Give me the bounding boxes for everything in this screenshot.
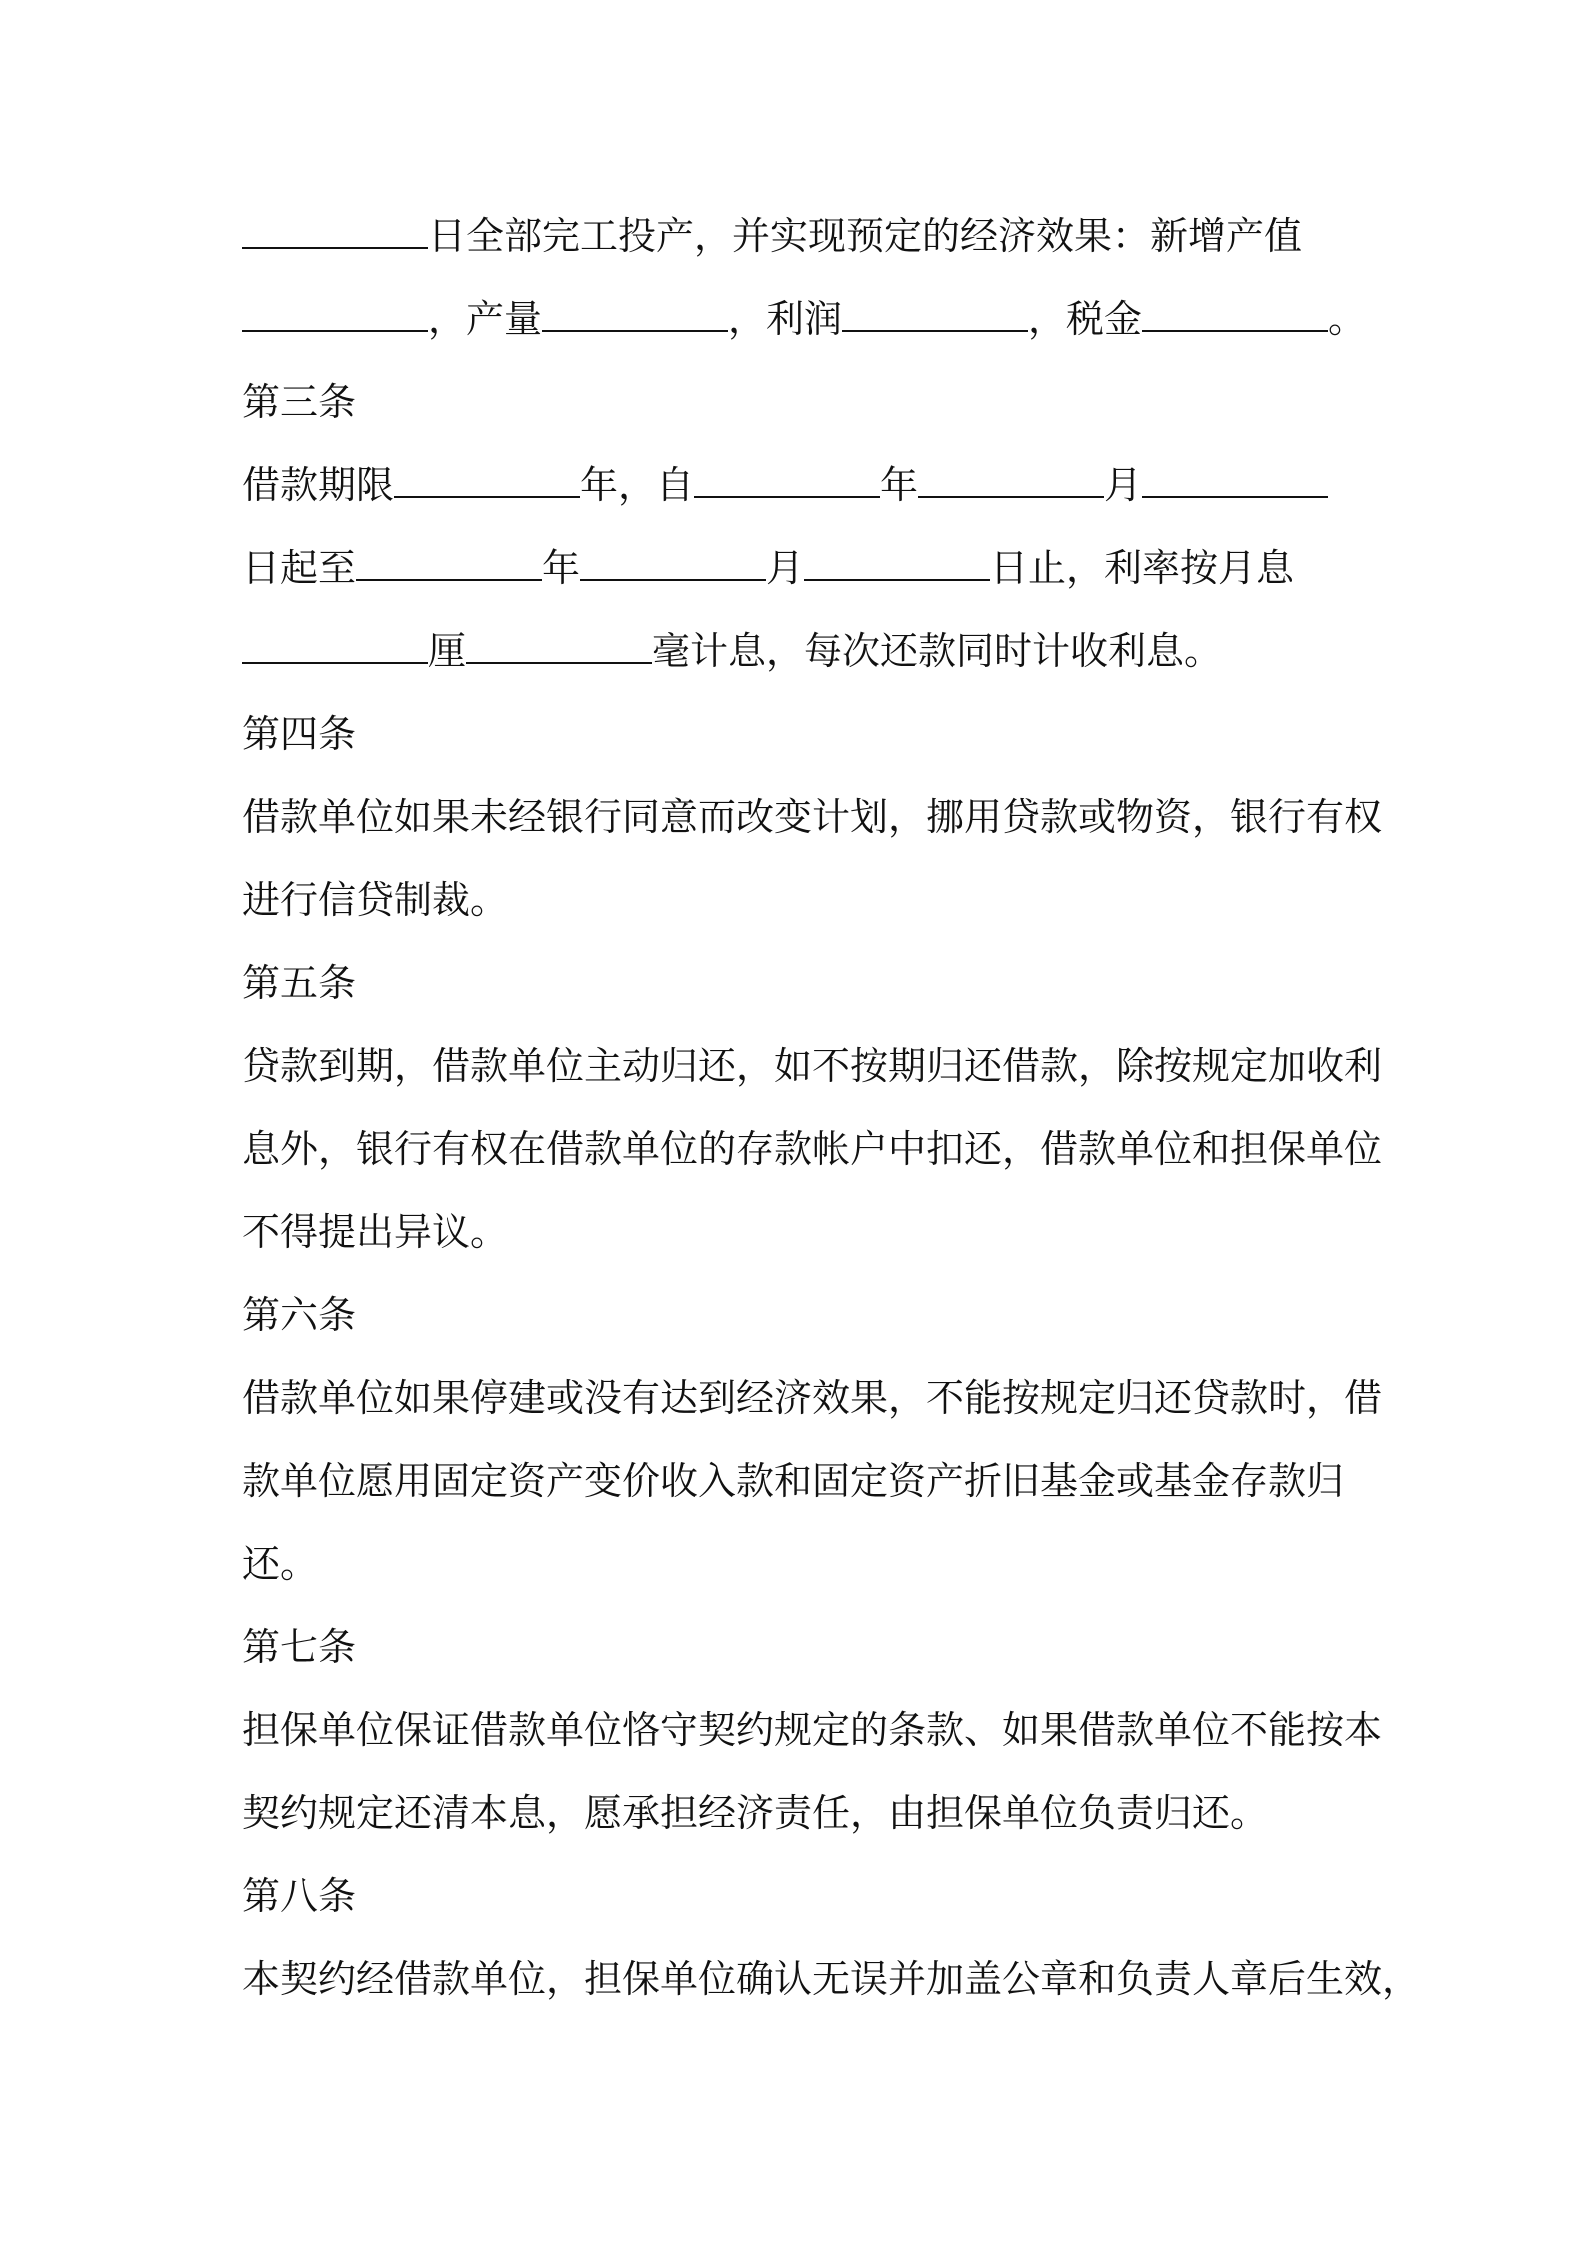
article-heading-text: 第三条	[242, 380, 357, 424]
text-segment: 进行信贷制裁。	[242, 878, 509, 922]
text-segment: 借款单位如果未经银行同意而改变计划，挪用贷款或物资，银行有权	[242, 795, 1383, 839]
text-line	[242, 1689, 1383, 1772]
document-body	[242, 195, 1421, 2021]
fill-in-blank	[804, 549, 990, 581]
text-segment: 借款期限	[242, 463, 395, 507]
text-segment: 。	[1328, 297, 1367, 341]
text-segment: 还。	[242, 1542, 319, 1586]
fill-in-blank	[694, 466, 880, 498]
text-segment: 本契约经借款单位，担保单位确认无误并加盖公章和负责人章后生效，	[242, 1957, 1421, 2001]
text-line	[242, 1108, 1383, 1191]
fill-in-blank	[1142, 300, 1328, 332]
fill-in-blank	[242, 300, 428, 332]
text-segment: 年	[542, 546, 581, 590]
article-heading-text: 第八条	[242, 1874, 357, 1918]
text-line	[242, 1025, 1383, 1108]
fill-in-blank	[580, 549, 766, 581]
text-line	[242, 444, 1362, 527]
article-heading	[242, 942, 1362, 1025]
text-segment: 年，自	[580, 463, 695, 507]
text-line	[242, 195, 1362, 278]
text-segment: ，税金	[1028, 297, 1143, 341]
text-segment: 贷款到期，借款单位主动归还，如不按期归还借款，除按规定加收利	[242, 1044, 1383, 1088]
text-line	[242, 1191, 1362, 1274]
text-segment: 不得提出异议。	[242, 1210, 509, 1254]
article-heading-text: 第五条	[242, 961, 357, 1005]
text-segment: 日止，利率按月息	[990, 546, 1295, 590]
article-heading	[242, 361, 1362, 444]
article-heading-text: 第七条	[242, 1625, 357, 1669]
text-line	[242, 776, 1383, 859]
text-segment: 契约规定还清本息，愿承担经济责任，由担保单位负责归还。	[242, 1791, 1269, 1835]
article-heading-text: 第六条	[242, 1293, 357, 1337]
text-line	[242, 859, 1362, 942]
article-heading	[242, 1606, 1362, 1689]
fill-in-blank	[918, 466, 1104, 498]
article-heading	[242, 1855, 1362, 1938]
fill-in-blank	[542, 300, 728, 332]
text-line	[242, 610, 1362, 693]
article-heading-text: 第四条	[242, 712, 357, 756]
article-heading	[242, 1274, 1362, 1357]
text-line	[242, 1523, 1362, 1606]
text-segment: 款单位愿用固定资产变价收入款和固定资产折旧基金或基金存款归	[242, 1459, 1345, 1503]
text-segment: 厘	[428, 629, 467, 673]
text-segment: ，利润	[728, 297, 843, 341]
text-segment: 息外，银行有权在借款单位的存款帐户中扣还，借款单位和担保单位	[242, 1127, 1383, 1171]
text-segment: 借款单位如果停建或没有达到经济效果，不能按规定归还贷款时，借	[242, 1376, 1383, 1420]
text-segment: 日全部完工投产，并实现预定的经济效果：新增产值	[428, 214, 1303, 258]
fill-in-blank	[356, 549, 542, 581]
text-line	[242, 1357, 1383, 1440]
text-line	[242, 1772, 1362, 1855]
text-line	[242, 1440, 1362, 1523]
article-heading	[242, 693, 1362, 776]
fill-in-blank	[394, 466, 580, 498]
text-segment: 毫计息，每次还款同时计收利息。	[652, 629, 1223, 673]
text-segment: 日起至	[242, 546, 357, 590]
text-segment: 担保单位保证借款单位恪守契约规定的条款、如果借款单位不能按本	[242, 1708, 1383, 1752]
fill-in-blank	[242, 632, 428, 664]
text-segment: 月	[766, 546, 805, 590]
fill-in-blank	[842, 300, 1028, 332]
text-segment: ，产量	[428, 297, 543, 341]
text-segment: 年	[880, 463, 919, 507]
text-segment: 月	[1104, 463, 1143, 507]
fill-in-blank	[1142, 466, 1328, 498]
fill-in-blank	[466, 632, 652, 664]
text-line	[242, 527, 1362, 610]
text-line	[242, 1938, 1421, 2021]
fill-in-blank	[242, 217, 428, 249]
text-line	[242, 278, 1367, 361]
